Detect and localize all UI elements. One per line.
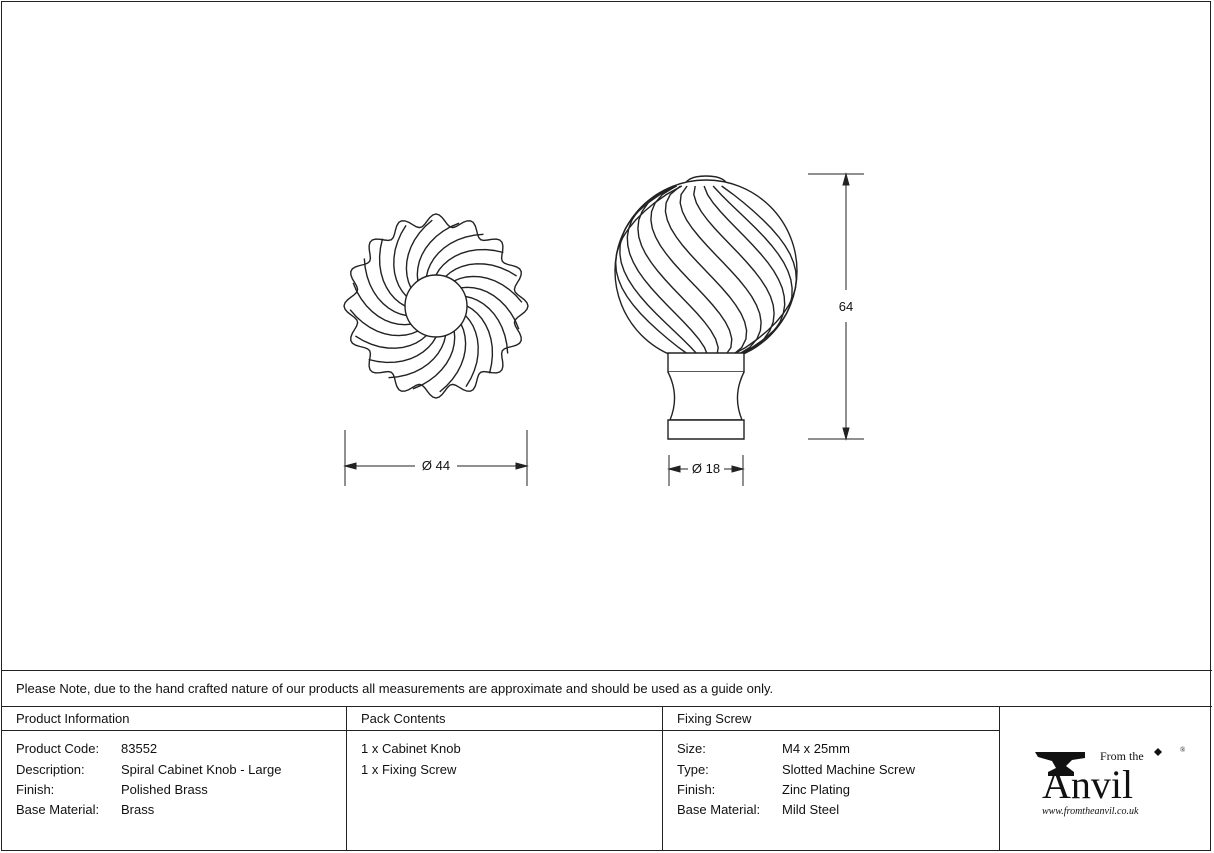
- finish-label: Finish:: [16, 782, 55, 797]
- screw-type-label: Type:: [677, 762, 709, 777]
- fixing-screw-header: Fixing Screw: [677, 711, 752, 726]
- description-label: Description:: [16, 762, 85, 777]
- front-diameter-label: Ø 44: [421, 458, 451, 473]
- svg-text:Anvil: Anvil: [1042, 762, 1134, 807]
- height-dimension: [808, 174, 864, 439]
- header-divider: [1, 730, 999, 731]
- column-divider-2: [662, 706, 663, 851]
- pack-contents-header: Pack Contents: [361, 711, 446, 726]
- finish-value: Polished Brass: [121, 782, 208, 797]
- column-divider-3: [999, 706, 1000, 851]
- side-view-knob: [615, 176, 797, 439]
- svg-text:®: ®: [1180, 746, 1186, 754]
- screw-material-value: Mild Steel: [782, 802, 840, 817]
- rosette-spiral-line: [394, 225, 407, 296]
- screw-material-label: Base Material:: [677, 802, 761, 817]
- screw-size-value: M4 x 25mm: [782, 741, 850, 756]
- height-label: 64: [838, 299, 854, 314]
- diamond-icon: [1154, 748, 1162, 756]
- knob-collar: [668, 353, 744, 372]
- front-view-rosette: [344, 214, 528, 398]
- pack-item: 1 x Fixing Screw: [361, 762, 457, 777]
- from-the-anvil-logo: [1030, 740, 1190, 820]
- screw-type-value: Slotted Machine Screw: [782, 762, 915, 777]
- screw-finish-label: Finish:: [677, 782, 716, 797]
- measurement-note: Please Note, due to the hand crafted nature of our products all measurements are approximate and should be used as a guide only.: [16, 681, 774, 696]
- product-code-label: Product Code:: [16, 741, 100, 756]
- rosette-spiral-line: [467, 306, 492, 373]
- rosette-spiral-line: [369, 337, 436, 362]
- product-code-value: 83552: [121, 741, 158, 756]
- rosette-spiral-line: [380, 239, 405, 306]
- base-material-label: Base Material:: [16, 802, 100, 817]
- rosette-center-circle: [405, 275, 467, 337]
- pack-item: 1 x Cabinet Knob: [361, 741, 461, 756]
- svg-text:www.fromtheanvil.co.uk: www.fromtheanvil.co.uk: [1042, 806, 1139, 817]
- screw-finish-value: Zinc Plating: [782, 782, 850, 797]
- table-top-border: [1, 670, 1212, 671]
- svg-text:From the: From the: [1100, 749, 1144, 763]
- rosette-spiral-line: [466, 316, 479, 387]
- screw-size-label: Size:: [677, 741, 706, 756]
- base-material-value: Brass: [121, 802, 155, 817]
- rosette-spiral-line: [436, 250, 503, 275]
- rosette-spiral-line: [446, 264, 517, 277]
- description-value: Spiral Cabinet Knob - Large: [121, 762, 282, 777]
- product-info-header: Product Information: [16, 711, 130, 726]
- knob-neck: [668, 372, 744, 420]
- rosette-spiral-line: [355, 336, 426, 349]
- note-divider: [1, 706, 1212, 707]
- base-diameter-label: Ø 18: [691, 461, 721, 476]
- column-divider-1: [346, 706, 347, 851]
- knob-base: [668, 420, 744, 439]
